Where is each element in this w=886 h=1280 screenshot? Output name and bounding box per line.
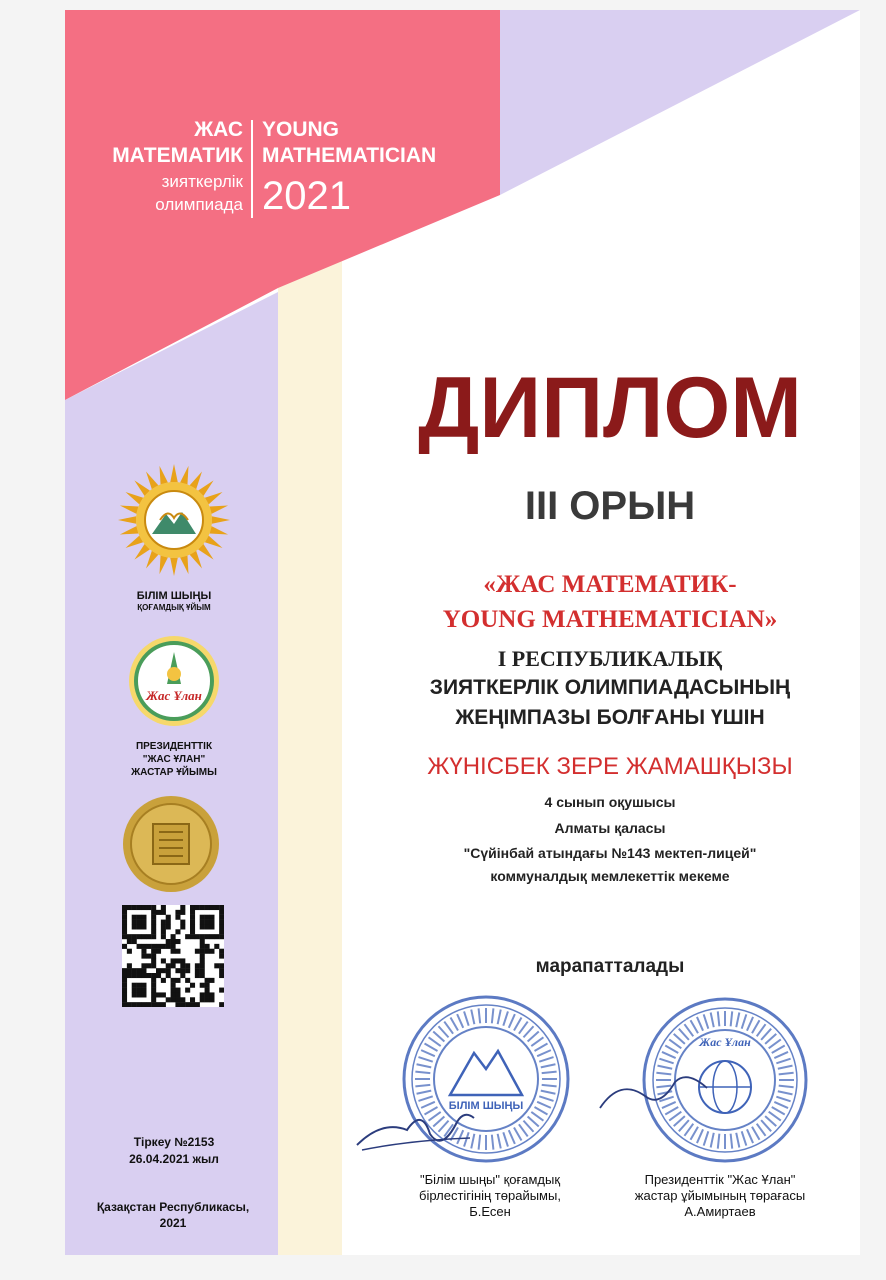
diploma-title: ДИПЛОМ	[418, 360, 802, 456]
signer1-name: Б.Есен	[469, 1204, 511, 1219]
recipient-school-type: коммуналдық мемлекеттік мекеме	[490, 868, 730, 884]
org1-line1: БІЛІМ ШЫҢЫ	[136, 590, 212, 602]
gold-medal-icon	[121, 794, 221, 894]
org2-line2: "ЖАС ҰЛАН"	[142, 754, 206, 765]
stamp2-text: Жас Ұлан	[699, 1035, 751, 1049]
header-left-line3: зияткерлік	[161, 172, 243, 191]
registration-date: 26.04.2021 жыл	[129, 1152, 219, 1166]
recipient-grade: 4 сынып оқушысы	[544, 794, 676, 810]
signer2-line1: Президенттік "Жас Ұлан"	[644, 1172, 796, 1187]
header-left-line1: ЖАС	[194, 118, 243, 141]
signature-amirtaev	[595, 1068, 715, 1118]
olympiad-line4: ЗИЯТКЕРЛІК ОЛИМПИАДАСЫНЫҢ	[429, 676, 791, 699]
registration-number: Тіркеу №2153	[133, 1135, 215, 1149]
olympiad-name-line1: «ЖАС МАТЕМАТИК-	[483, 571, 737, 598]
signature-esen	[352, 1100, 482, 1160]
zhas-ulan-emblem-icon	[127, 634, 221, 728]
signer2-name: А.Амиртаев	[684, 1204, 756, 1219]
place-label: III ОРЫН	[524, 484, 696, 528]
org1-line2: ҚОҒАМДЫҚ ҰЙЫМ	[137, 603, 211, 612]
bilim-shyny-emblem-icon	[116, 462, 232, 578]
zhas-ulan-emblem-text: Жас Ұлан	[146, 688, 202, 703]
olympiad-name-line2: YOUNG MATHEMATICIAN»	[442, 606, 778, 633]
header-left-line2: МАТЕМАТИК	[112, 144, 243, 167]
qr-code-icon[interactable]	[122, 905, 224, 1007]
olympiad-line5: ЖЕҢІМПАЗЫ БОЛҒАНЫ ҮШІН	[455, 706, 765, 729]
olympiad-line3: І РЕСПУБЛИКАЛЫҚ	[497, 646, 723, 671]
awarded-label: марапатталады	[535, 956, 685, 977]
signer2-line2: жастар ұйымының төрағасы	[634, 1188, 806, 1203]
recipient-name: ЖҮНІСБЕК ЗЕРЕ ЖАМАШҚЫЗЫ	[427, 753, 793, 780]
signer1-line2: бірлестігінің төрайымы,	[419, 1188, 561, 1203]
recipient-school: "Сүйінбай атындағы №143 мектеп-лицей"	[463, 845, 757, 861]
header-right-line1: YOUNG	[262, 118, 340, 141]
org2-line1: ПРЕЗИДЕНТТІК	[135, 741, 213, 752]
country-line2: 2021	[159, 1216, 187, 1230]
org2-line3: ЖАСТАР ҰЙЫМЫ	[131, 767, 217, 778]
signer1-line1: "Білім шыңы" қоғамдық	[419, 1172, 561, 1187]
header-left-line4: олимпиада	[155, 195, 243, 214]
header-right-line2: MATHEMATICIAN	[262, 144, 437, 167]
header-year: 2021	[262, 174, 351, 218]
country-line1: Қазақстан Республикасы,	[96, 1200, 250, 1214]
stamp1-text: БІЛІМ ШЫҢЫ	[448, 1100, 524, 1112]
recipient-city: Алматы қаласы	[554, 820, 666, 836]
